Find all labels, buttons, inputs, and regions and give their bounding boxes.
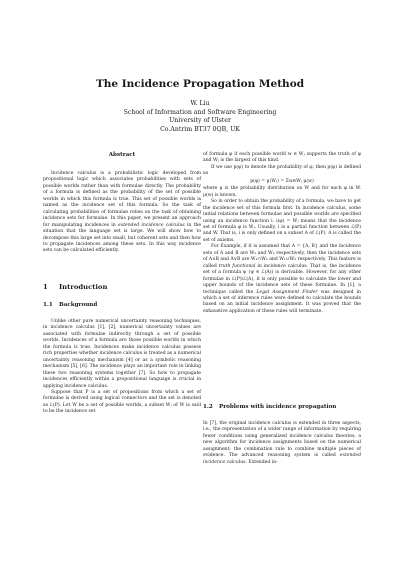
right-paragraph-0: of formula φ if each possible world w ∈ Wⱼ supports the truth of φ and Wⱼ is the largest of this kind. [203,152,361,164]
abstract-body [43,171,201,255]
author-university: University of Ulster [169,117,231,125]
author-address: Co.Antrim BT37 0QB, UK [160,125,240,133]
paper-title: The Incidence Propagation Method [95,78,305,90]
background-paragraph-1: Unlike other pure numerical uncertainty reasoning techniques, in incidence calculus [1], [2], numerical uncertainty values are associated with formulae indirectly through a set of possible worlds. Incidences of a formula are those possible worlds in which the formula is true. Incidences make incidence calculus possess rich properties whether incidence calculus is treated as a numerical uncertainty reasoning mechanism [4] or as a symbolic reasoning mechanism [5], [6]. The incidence plays an important role in linking these two reasoning systems together [7]. So how to propagate incidences efficiently within a propositional language is crucial in applying incidence calculus. [43,319,201,389]
abstract-emphasis: extended incidence calculus [117,222,185,228]
abstract-paragraph: Incidence calculus is a probabilistic logic developed from propositional logic which associates probabilities with sets of possible worlds rather than with formulae directly. The probability of a formula is defined as the probability of the set of possible worlds in which this formula is true. This set of possible worlds is named as the incidence set of this formula. So the task of calculating probabilities of formulae relies on the task of obtaining incidence sets for formulae. In this paper, we present an approach for manipulating incidences in extended incidence calculus in the situation that the language set is large. We will show how to decompose this large set into small, but coherent sets and then how to propagate incidences among these sets. In this way incidence sets can be calculated efficiently. [43,171,202,254]
subsection-heading-background: 1.1 Background [43,302,98,308]
right-paragraph-4: For Example, if it is assumed that A = {A, B} and the incidence sets of A and B are W₁ and W₂ respectively, then the incidence sets of A∧B and A∨B are W₁∩W₂ and W₁∪W₂ respectively. This feature is called truth functional in incidence calculus. That is, the incidence set of a formula ψ (ψ ∈ ℒ(A)) is derivable. However, for any other formulae in ℒ(P)\ℒ(A), it is only possible to calculate the lower and upper bounds of the incidence sets of these formulae. In [1], a technique called the Legal Assignment Finder was designed in which a set of inference rules were defined to calculate the bounds based on an initial incidence assignment. It was proved that the exhaustive application of these rules will terminate. [203,244,361,314]
author-block [0,100,400,134]
right-paragraph-2: where μ is the probability distribution on W and for each φ in W. μ(w) is known. [203,186,361,198]
abstract-heading: Abstract [108,152,136,158]
right-column-body [203,152,361,315]
right-paragraph-3: So in order to obtain the probability of a formula, we have to get the incidence set of this formula first. In incidence calculus, some initial relations between formulae and possible worlds are specified using an incidence function i. i(φ) = Wⱼ means that the incidence set of formula φ is Wⱼ. Usually, i is a partial function between ℒ(P) and W. That is, i is only defined on a subset A of ℒ(P). A is called the set of axioms. [203,199,361,243]
problems-paragraph: In [7], the original incidence calculus is extended in three aspects, i.e., the representation of a wider range of information by requiring fewer conditions using generalized incidence calculus theories; a new algorithm for incidence assignments based on the numerical assignment; the combination rule to combine multiple pieces of evidence. The advanced reasoning system is called extended incidence calculus. Extended in- [203,421,361,465]
author-name: W. Liu [190,100,210,107]
subsection-heading-problems: 1.2 Problems with incidence propagation [203,404,337,410]
section-heading-introduction: 1 Introduction [43,283,108,291]
background-paragraph-2: Suppose that P is a set of propositions from which a set of formulae is derived using logical connectors and the set is denoted as ℒ(P). Let W be a set of possible worlds, a subset Wⱼ of W is said to be the incidence set [43,389,201,415]
probability-equation: p(φ) = μ(Wⱼ) = Σw∈Wⱼ μ(w) [250,178,314,184]
problems-body [203,421,361,466]
author-affiliation: School of Information and Software Engineering [123,108,277,116]
background-body [43,319,201,416]
right-paragraph-1: If we use p(φ) to denote the probability of φ, then p(φ) is defined as [203,164,361,177]
